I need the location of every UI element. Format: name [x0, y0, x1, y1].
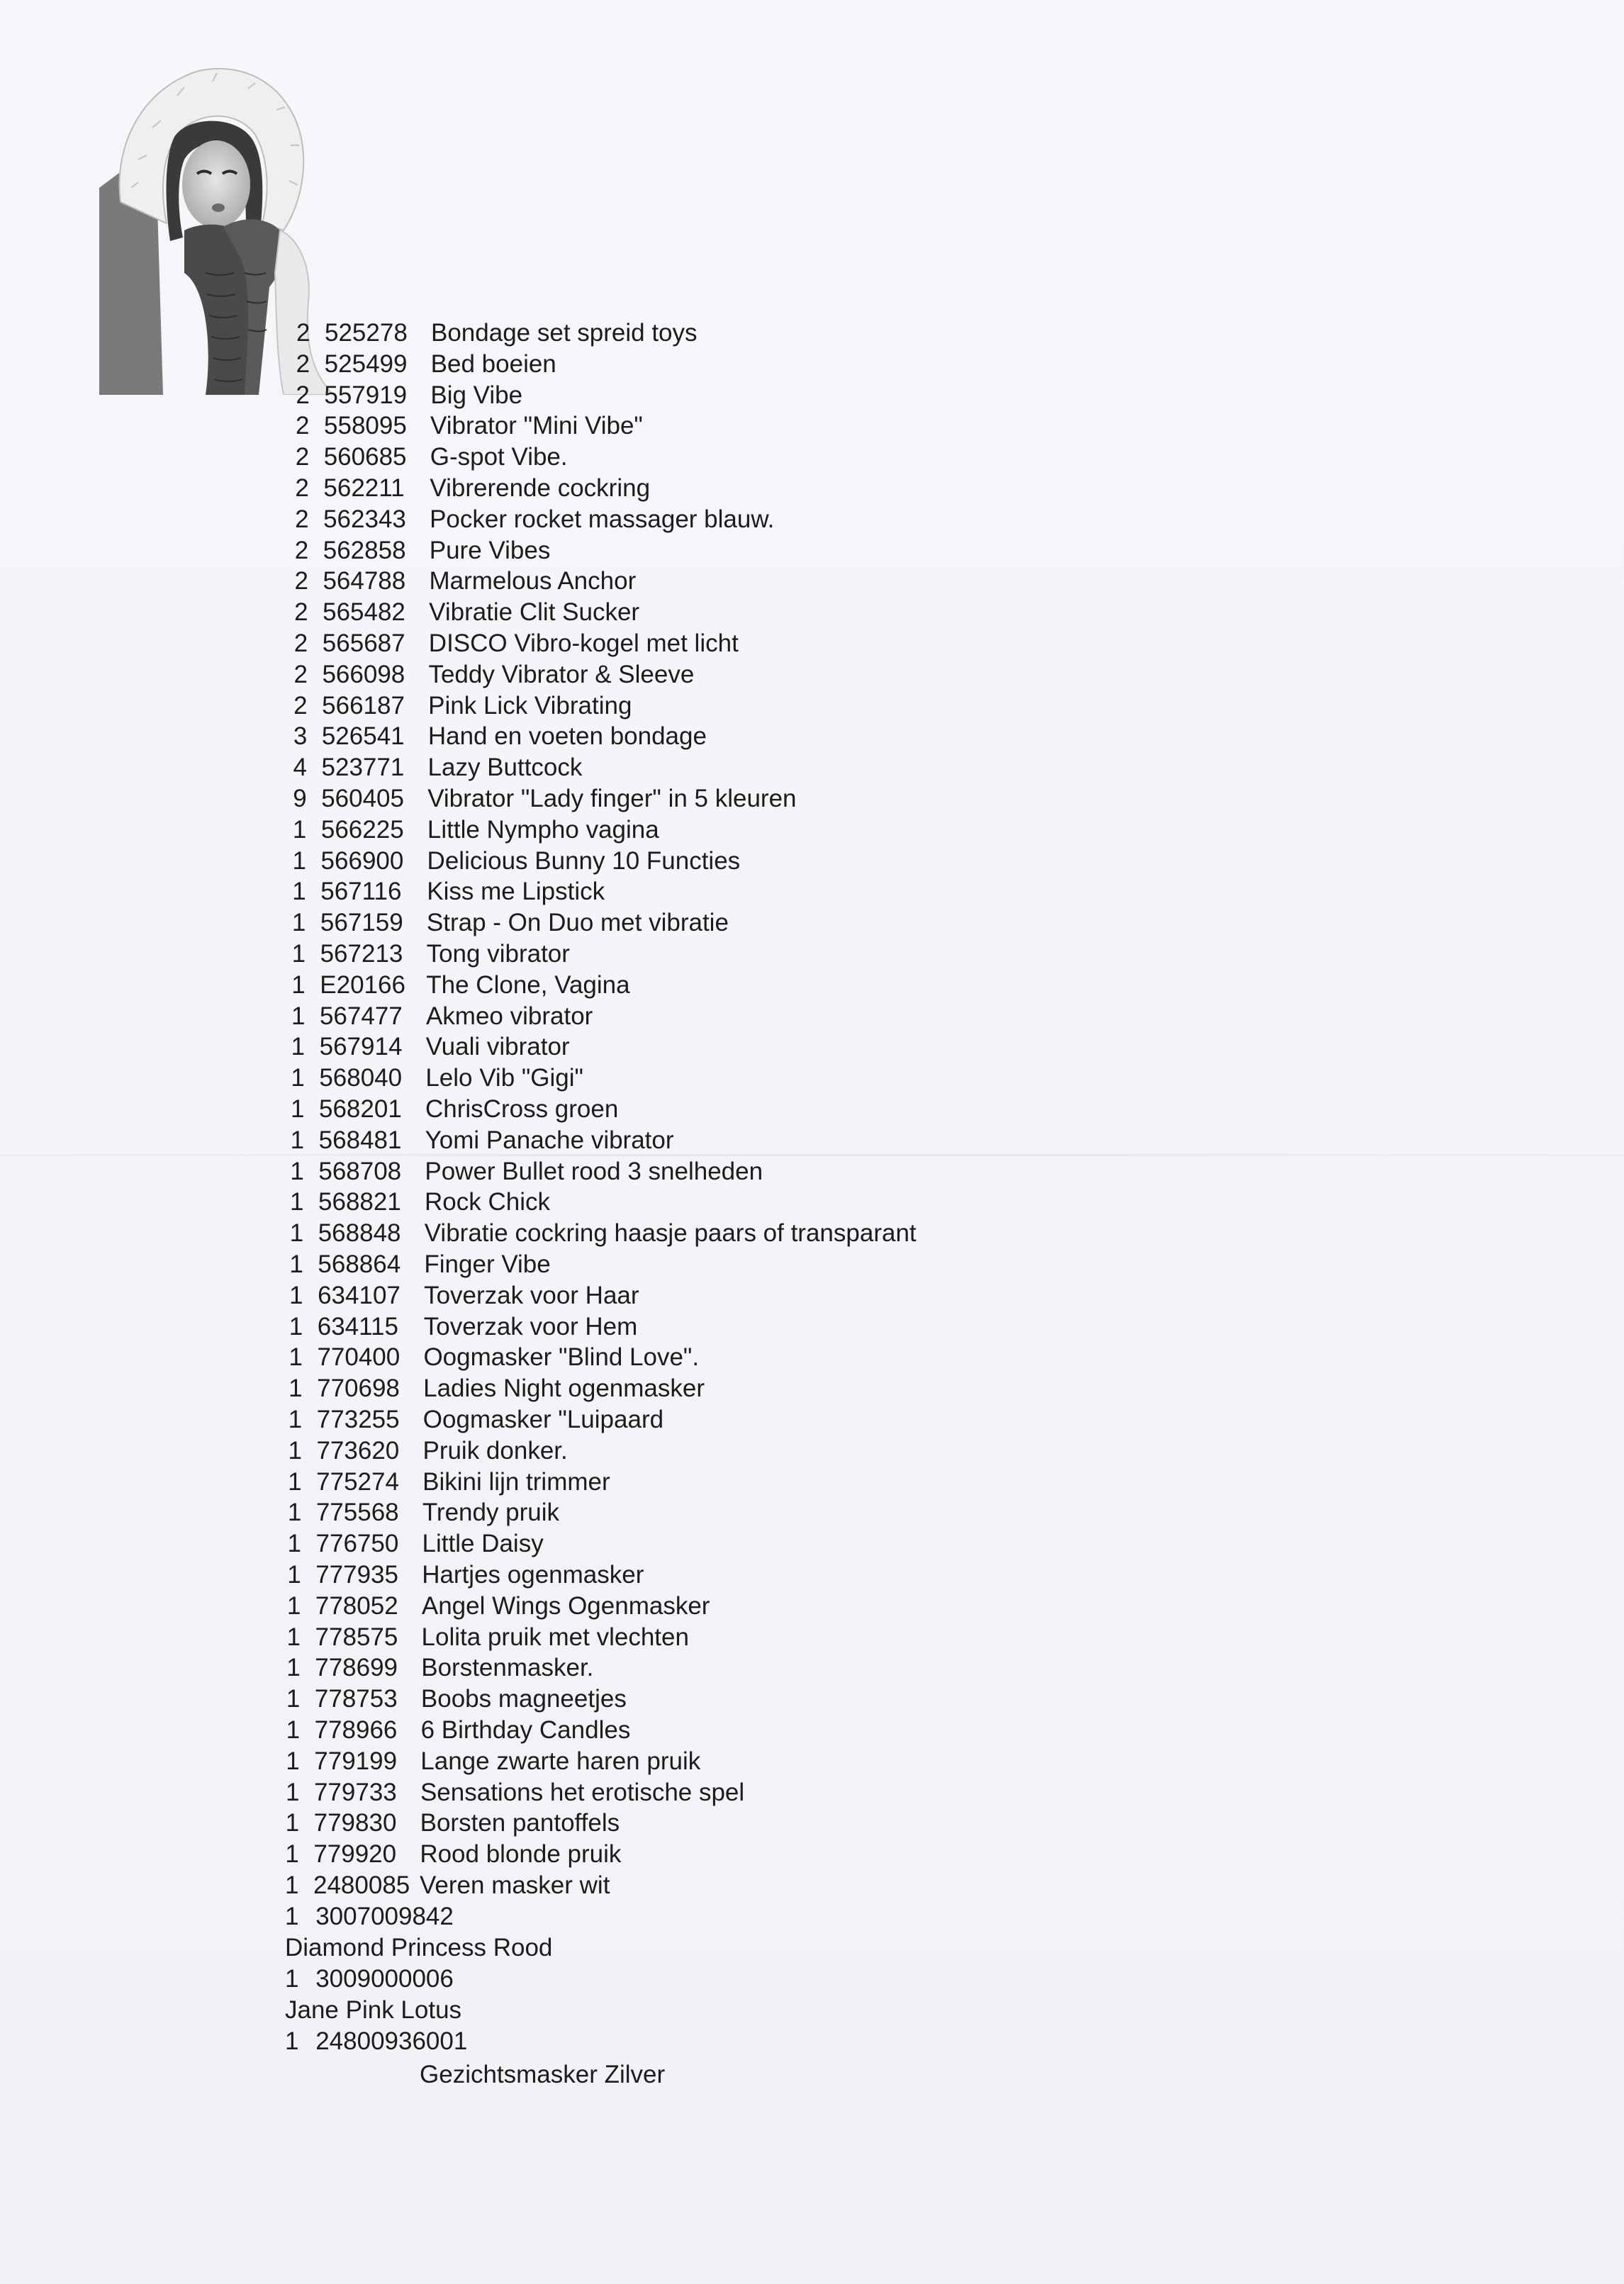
item-qty: 1 [288, 1406, 303, 1433]
item-qty: 2 [293, 629, 308, 657]
item-code: 567477 [319, 1002, 403, 1030]
item-code: 566098 [322, 660, 405, 688]
list-item [292, 907, 1214, 939]
item-qty: 1 [285, 1809, 300, 1837]
item-qty: 1 [285, 1871, 299, 1899]
item-qty: 1 [285, 1903, 299, 1930]
item-code: 568481 [318, 1126, 402, 1154]
item-description: Pocker rocket massager blauw. [430, 505, 775, 533]
list-item [291, 1001, 1213, 1032]
list-item [287, 1591, 1209, 1622]
item-code: 526541 [321, 722, 405, 751]
item-description: Bondage set spreid toys [431, 319, 698, 347]
item-qty: 1 [291, 970, 306, 999]
item-code: 775568 [315, 1499, 399, 1527]
list-item [285, 1839, 1206, 1870]
list-item [294, 597, 1216, 628]
list-item [293, 846, 1214, 877]
item-code: 562211 [323, 474, 405, 502]
item-code: 3009000006 [315, 1965, 454, 1993]
item-code: 557919 [324, 381, 408, 409]
item-code: E20166 [320, 970, 405, 999]
item-description: Veren masker wit [420, 1871, 610, 1899]
item-description: Vuali vibrator [425, 1033, 570, 1061]
list-item [295, 473, 1216, 504]
item-code: 770400 [317, 1343, 401, 1372]
item-description: Lelo Vib "Gigi" [425, 1064, 583, 1092]
item-qty: 1 [285, 1965, 299, 1993]
item-description: Trendy pruik [422, 1499, 560, 1527]
item-qty: 1 [289, 1250, 303, 1278]
item-code: 567159 [320, 909, 403, 937]
item-qty: 1 [285, 1778, 300, 1806]
item-qty: 1 [291, 909, 306, 937]
item-code: 779199 [314, 1747, 398, 1775]
item-qty: 2 [295, 443, 310, 471]
item-description: Borsten pantoffels [420, 1809, 620, 1837]
item-description: The Clone, Vagina [426, 970, 630, 999]
item-qty: 2 [296, 412, 310, 440]
item-qty: 1 [291, 1033, 306, 1061]
item-qty: 1 [286, 1716, 301, 1744]
item-description: Vibrator "Lady finger" in 5 kleuren [427, 785, 797, 812]
item-description: Sensations het erotische spel [420, 1778, 745, 1806]
list-item [294, 566, 1216, 597]
item-code: 565482 [323, 598, 405, 627]
item-qty: 1 [289, 1219, 304, 1248]
list-item [291, 1031, 1213, 1063]
item-code: 779920 [313, 1840, 397, 1869]
list-item [296, 410, 1217, 442]
item-description: Oogmasker "Luipaard [422, 1406, 664, 1433]
item-code: 564788 [323, 567, 406, 595]
item-description: Delicious Bunny 10 Functies [427, 846, 741, 875]
item-description: Lolita pruik met vlechten [421, 1623, 689, 1651]
item-code: 778052 [315, 1591, 398, 1620]
item-qty: 2 [293, 660, 308, 688]
list-item [288, 1497, 1209, 1528]
tail-desc-2: Jane Pink Lotus [285, 1996, 462, 2024]
item-description: Pure Vibes [429, 536, 551, 564]
item-code: 567914 [319, 1033, 403, 1061]
list-item [287, 1560, 1209, 1591]
item-code: 770698 [317, 1375, 400, 1403]
item-description: Kiss me Lipstick [427, 878, 605, 906]
item-description: Rock Chick [425, 1188, 551, 1216]
list-item [286, 1684, 1208, 1715]
item-qty: 1 [291, 940, 306, 968]
item-qty: 2 [295, 474, 309, 502]
item-code: 773255 [316, 1406, 400, 1433]
item-code: 634115 [317, 1312, 398, 1340]
item-qty: 2 [294, 536, 309, 564]
item-description: Pruik donker. [422, 1436, 568, 1465]
item-qty: 1 [292, 846, 307, 875]
item-code: 560685 [323, 443, 407, 471]
item-code: 566900 [320, 846, 404, 875]
tail-desc-1: Diamond Princess Rood [285, 1934, 553, 1961]
item-qty: 1 [289, 1312, 303, 1340]
item-description: Vibrator "Mini Vibe" [430, 412, 643, 440]
list-item [291, 1063, 1212, 1094]
list-item [290, 1187, 1211, 1218]
item-description: Toverzak voor Hem [423, 1312, 638, 1340]
item-description: Oogmasker "Blind Love". [423, 1343, 700, 1372]
item-qty: 1 [292, 878, 306, 906]
list-item [292, 876, 1214, 907]
item-qty: 1 [287, 1561, 301, 1589]
item-code: 775274 [316, 1467, 399, 1496]
item-qty: 1 [290, 1126, 305, 1154]
item-code: 562343 [323, 505, 406, 533]
list-item [286, 1715, 1208, 1746]
item-description: Power Bullet rood 3 snelheden [425, 1157, 763, 1185]
item-code: 525278 [325, 319, 408, 347]
item-description: Ladies Night ogenmasker [423, 1375, 705, 1403]
item-code: 568848 [318, 1219, 401, 1248]
item-qty: 1 [285, 1840, 299, 1869]
item-code: 778575 [315, 1623, 398, 1651]
item-qty: 1 [291, 1095, 305, 1123]
list-item [294, 628, 1216, 659]
item-qty: 1 [291, 1064, 305, 1092]
tail-row-3 [285, 2026, 467, 2057]
item-description: Boobs magneetjes [420, 1685, 627, 1713]
item-description: Bikini lijn trimmer [422, 1467, 610, 1496]
item-qty: 1 [290, 1188, 304, 1216]
item-qty: 3 [293, 722, 308, 751]
list-item [286, 1652, 1208, 1684]
item-code: 567116 [320, 878, 402, 906]
item-qty: 2 [294, 598, 308, 627]
list-item [289, 1373, 1210, 1404]
item-code: 567213 [320, 940, 403, 968]
tail-row-2 [285, 1964, 454, 1995]
item-qty: 2 [294, 567, 308, 595]
list-item [289, 1404, 1210, 1435]
list-item [289, 1342, 1210, 1373]
item-description: G-spot Vibe. [430, 443, 568, 471]
list-item [293, 659, 1215, 690]
item-qty: 9 [293, 785, 307, 812]
item-code: 568821 [318, 1188, 401, 1216]
item-description: Teddy Vibrator & Sleeve [428, 660, 695, 688]
list-item [291, 970, 1213, 1001]
item-qty: 1 [288, 1467, 302, 1496]
list-item [287, 1622, 1209, 1653]
item-code: 3007009842 [315, 1903, 454, 1930]
list-item [290, 1218, 1211, 1249]
item-qty: 1 [291, 1002, 306, 1030]
item-description: Akmeo vibrator [425, 1002, 593, 1030]
list-item [285, 1870, 1206, 1901]
item-code: 560405 [321, 785, 404, 812]
item-description: Vibratie Clit Sucker [429, 598, 640, 627]
item-qty: 2 [293, 691, 308, 720]
item-code: 634107 [318, 1281, 401, 1309]
item-description: Bed boeien [430, 349, 556, 378]
item-description: Borstenmasker. [421, 1654, 594, 1682]
item-description: Vibratie cockring haasje paars of transparant [424, 1219, 917, 1248]
item-qty: 1 [289, 1343, 303, 1372]
item-code: 777935 [315, 1561, 398, 1589]
item-code: 562858 [323, 536, 406, 564]
item-description: Vibrerende cockring [430, 474, 651, 502]
list-item [296, 318, 1218, 349]
item-qty: 1 [289, 1375, 303, 1403]
item-description: Rood blonde pruik [420, 1840, 622, 1869]
item-qty: 1 [289, 1281, 303, 1309]
list-item [292, 939, 1214, 970]
item-qty: 1 [286, 1591, 301, 1620]
item-description: Marmelous Anchor [429, 567, 637, 595]
list-item [296, 442, 1217, 473]
tail-row-1 [285, 1901, 454, 1932]
item-qty: 1 [290, 1157, 304, 1185]
list-item [296, 380, 1217, 411]
list-item [289, 1311, 1211, 1343]
list-item [296, 349, 1218, 380]
list-item [295, 504, 1216, 535]
item-description: Hartjes ogenmasker [422, 1561, 644, 1589]
item-qty: 1 [286, 1623, 301, 1651]
item-code: 778753 [314, 1685, 398, 1713]
list-item [293, 783, 1214, 814]
item-qty: 2 [296, 381, 310, 409]
list-item [293, 690, 1215, 722]
item-description: Little Daisy [422, 1530, 544, 1558]
item-description: ChrisCross groen [425, 1095, 619, 1123]
item-qty: 1 [286, 1747, 300, 1775]
item-description: Pink Lick Vibrating [428, 691, 632, 720]
list-item [293, 721, 1215, 752]
list-item [295, 535, 1216, 566]
list-item [288, 1528, 1209, 1560]
item-code: 778699 [315, 1654, 398, 1682]
item-code: 566225 [320, 815, 404, 844]
item-code: 773620 [316, 1436, 400, 1465]
item-qty: 1 [292, 815, 307, 844]
item-description: Strap - On Duo met vibratie [426, 909, 729, 937]
list-item [286, 1808, 1207, 1839]
list-item [288, 1467, 1209, 1498]
item-code: 2480085 [313, 1871, 410, 1899]
list-item [288, 1435, 1209, 1467]
item-code: 523771 [321, 754, 405, 782]
item-qty: 1 [287, 1499, 302, 1527]
list-item [286, 1746, 1207, 1777]
item-qty: 1 [286, 1654, 301, 1682]
list-item [293, 752, 1215, 783]
list-item [290, 1156, 1211, 1187]
item-description: Finger Vibe [424, 1250, 551, 1278]
item-description: Tong vibrator [426, 940, 570, 968]
item-code: 776750 [315, 1530, 399, 1558]
item-code: 778966 [314, 1716, 398, 1744]
item-code: 568201 [319, 1095, 402, 1123]
item-description: DISCO Vibro-kogel met licht [428, 629, 739, 657]
list-item [286, 1777, 1207, 1808]
item-code: 568708 [318, 1157, 402, 1185]
item-description: Hand en voeten bondage [427, 722, 707, 751]
item-code: 525499 [324, 349, 408, 378]
item-description: Angel Wings Ogenmasker [421, 1591, 710, 1620]
tail-desc-3: Gezichtsmasker Zilver [420, 2061, 666, 2088]
item-qty: 1 [288, 1436, 302, 1465]
list-item [291, 1125, 1212, 1156]
item-code: 779733 [313, 1778, 397, 1806]
item-qty: 1 [286, 1685, 301, 1713]
item-qty: 2 [296, 349, 310, 378]
item-code: 24800936001 [315, 2027, 468, 2055]
item-code: 558095 [324, 412, 407, 440]
item-description: Yomi Panache vibrator [425, 1126, 674, 1154]
item-code: 565687 [322, 629, 405, 657]
item-code: 568864 [318, 1250, 401, 1278]
item-qty: 4 [293, 754, 307, 782]
item-description: Lazy Buttcock [427, 754, 583, 782]
item-description: Little Nympho vagina [427, 815, 659, 844]
list-item [291, 1094, 1212, 1125]
list-item [293, 814, 1214, 846]
item-qty: 2 [295, 505, 309, 533]
item-code: 779830 [313, 1809, 397, 1837]
item-qty: 1 [285, 2027, 299, 2055]
item-description: 6 Birthday Candles [420, 1716, 631, 1744]
list-item [289, 1249, 1211, 1280]
item-description: Toverzak voor Haar [424, 1281, 639, 1309]
item-qty: 2 [296, 319, 310, 347]
item-code: 566187 [322, 691, 405, 720]
item-description: Big Vibe [430, 381, 523, 409]
item-code: 568040 [319, 1064, 403, 1092]
list-item [289, 1280, 1211, 1311]
item-qty: 1 [287, 1530, 301, 1558]
item-description: Lange zwarte haren pruik [420, 1747, 701, 1775]
